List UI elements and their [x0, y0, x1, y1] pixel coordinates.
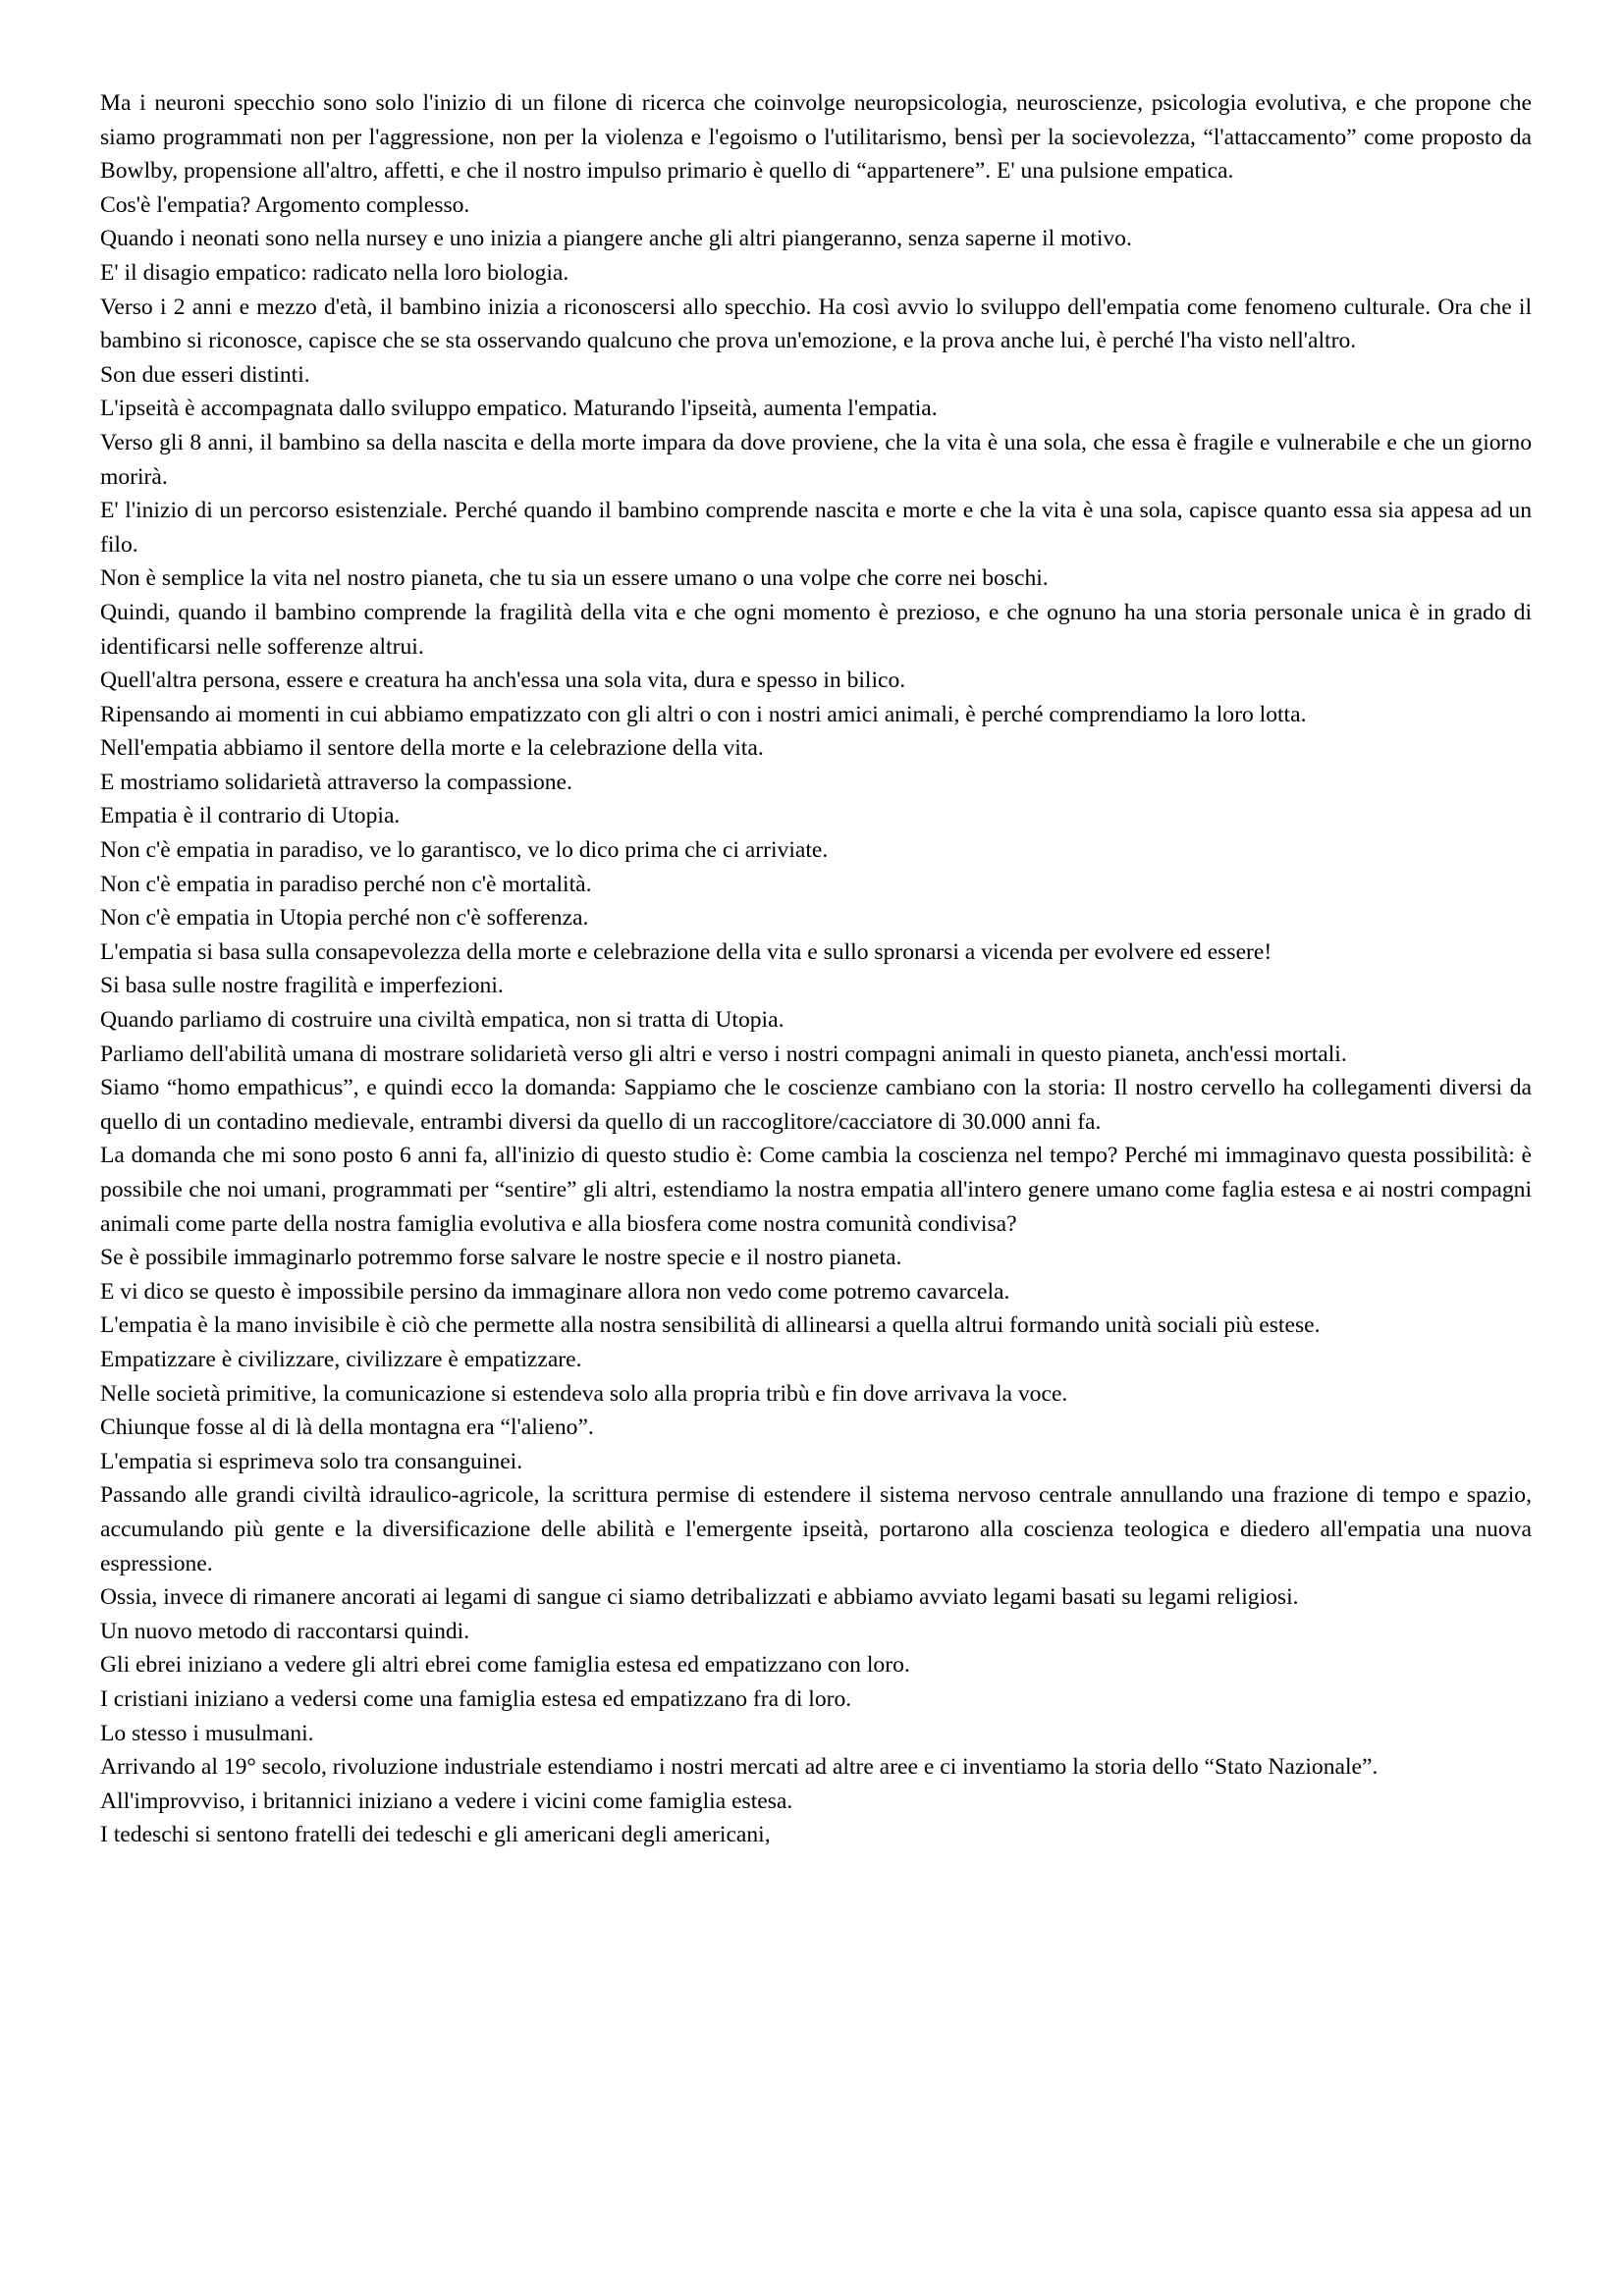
paragraph: E' il disagio empatico: radicato nella loro biologia. — [100, 259, 569, 286]
paragraph: Quando parliamo di costruire una civiltà empatica, non si tratta di Utopia. — [100, 1007, 784, 1034]
paragraph: Passando alle grandi civiltà idraulico-agricole, la scrittura permise di estendere il sistema nervoso centrale annullando una frazione di tempo e spazio, accumulando più gente e la diversificazione delle abilità e l'emergente ipseità, portarono alla coscienza teologica e diedero all'empatia una nuova espressione. — [100, 1482, 1532, 1576]
paragraph: Siamo “homo empathicus”, e quindi ecco la domanda: Sappiamo che le coscienze cambiano con la storia: Il nostro cervello ha collegamenti diversi da quello di un contadino medievale, entrambi diversi da quello di un raccoglitore/cacciatore di 30.000 anni fa. — [100, 1075, 1532, 1135]
paragraph: Son due esseri distinti. — [100, 361, 310, 388]
paragraph: L'empatia si esprimeva solo tra consanguinei. — [100, 1448, 523, 1474]
paragraph: Parliamo dell'abilità umana di mostrare solidarietà verso gli altri e verso i nostri compagni animali in questo pianeta, anch'essi mortali. — [100, 1041, 1347, 1067]
paragraph: Ripensando ai momenti in cui abbiamo empatizzato con gli altri o con i nostri amici animali, è perché comprendiamo la loro lotta. — [100, 701, 1307, 727]
paragraph: Nell'empatia abbiamo il sentore della morte e la celebrazione della vita. — [100, 735, 764, 762]
paragraph: I cristiani iniziano a vedersi come una famiglia estesa ed empatizzano fra di loro. — [100, 1685, 852, 1712]
paragraph: Quindi, quando il bambino comprende la fragilità della vita e che ogni momento è prezioso, e che ognuno ha una storia personale unica è in grado di identificarsi nelle sofferenze altrui. — [100, 599, 1532, 660]
paragraph: L'empatia è la mano invisibile è ciò che permette alla nostra sensibilità di allinearsi a quella altrui formando unità sociali più estese. — [100, 1312, 1321, 1339]
paragraph: Lo stesso i musulmani. — [100, 1720, 314, 1746]
paragraph: Chiunque fosse al di là della montagna era “l'alieno”. — [100, 1415, 594, 1441]
paragraph: Quell'altra persona, essere e creatura ha anch'essa una sola vita, dura e spesso in bilico. — [100, 667, 906, 694]
paragraph: E' l'inizio di un percorso esistenziale. Perché quando il bambino comprende nascita e morte e che la vita è una sola, capisce quanto essa sia appesa ad un filo. — [100, 498, 1532, 558]
paragraph: Se è possibile immaginarlo potremmo forse salvare le nostre specie e il nostro pianeta. — [100, 1245, 902, 1271]
paragraph: Cos'è l'empatia? Argomento complesso. — [100, 191, 470, 218]
paragraph: Empatia è il contrario di Utopia. — [100, 803, 401, 829]
paragraph: Non c'è empatia in paradiso perché non c'è mortalità. — [100, 871, 592, 897]
paragraph: L'ipseità è accompagnata dallo sviluppo empatico. Maturando l'ipseità, aumenta l'empatia. — [100, 396, 938, 422]
paragraph: E vi dico se questo è impossibile persino da immaginare allora non vedo come potremo cavarcela. — [100, 1278, 1010, 1305]
paragraph: Non c'è empatia in Utopia perché non c'è sofferenza. — [100, 905, 589, 932]
paragraph: Gli ebrei iniziano a vedere gli altri ebrei come famiglia estesa ed empatizzano con loro. — [100, 1652, 910, 1679]
paragraph: Non è semplice la vita nel nostro pianeta, che tu sia un essere umano o una volpe che corre nei boschi. — [100, 565, 1049, 592]
paragraph: La domanda che mi sono posto 6 anni fa, all'inizio di questo studio è: Come cambia la coscienza nel tempo? Perché mi immaginavo questa possibilità: è possibile che noi umani, programmati per “sentire” gli altri, estendiamo la nostra empatia all'intero genere umano come faglia estesa e ai nostri compagni animali come parte della nostra famiglia evolutiva e alla biosfera come nostra comunità condivisa? — [100, 1143, 1532, 1237]
paragraph: Arrivando al 19° secolo, rivoluzione industriale estendiamo i nostri mercati ad altre aree e ci inventiamo la storia dello “Stato Nazionale”. — [100, 1754, 1379, 1781]
paragraph: Quando i neonati sono nella nursey e uno inizia a piangere anche gli altri piangeranno, senza saperne il motivo. — [100, 226, 1132, 252]
paragraph: Nelle società primitive, la comunicazione si estendeva solo alla propria tribù e fin dove arrivava la voce. — [100, 1380, 1068, 1407]
paragraph: Ossia, invece di rimanere ancorati ai legami di sangue ci siamo detribalizzati e abbiamo avviato legami basati su legami religiosi. — [100, 1584, 1299, 1611]
paragraph: All'improvviso, i britannici iniziano a vedere i vicini come famiglia estesa. — [100, 1788, 793, 1814]
paragraph: Un nuovo metodo di raccontarsi quindi. — [100, 1618, 470, 1644]
document-body — [100, 86, 1532, 1852]
paragraph: Verso gli 8 anni, il bambino sa della nascita e della morte impara da dove proviene, che la vita è una sola, che essa è fragile e vulnerabile e che un giorno morirà. — [100, 429, 1532, 490]
paragraph: Non c'è empatia in paradiso, ve lo garantisco, ve lo dico prima che ci arriviate. — [100, 837, 829, 864]
paragraph: Si basa sulle nostre fragilità e imperfezioni. — [100, 973, 504, 999]
paragraph: E mostriamo solidarietà attraverso la compassione. — [100, 769, 572, 795]
paragraph: L'empatia si basa sulla consapevolezza della morte e celebrazione della vita e sullo spronarsi a vicenda per evolvere ed essere! — [100, 938, 1272, 965]
paragraph: Verso i 2 anni e mezzo d'età, il bambino inizia a riconoscersi allo specchio. Ha così avvio lo sviluppo dell'empatia come fenomeno culturale. Ora che il bambino si riconosce, capisce che se sta osservando qualcuno che prova un'emozione, e la prova anche lui, è perché l'ha visto nell'altro. — [100, 294, 1532, 354]
paragraph: I tedeschi si sentono fratelli dei tedeschi e gli americani degli americani, — [100, 1822, 771, 1848]
paragraph: Empatizzare è civilizzare, civilizzare è empatizzare. — [100, 1346, 582, 1372]
paragraph: Ma i neuroni specchio sono solo l'inizio di un filone di ricerca che coinvolge neuropsicologia, neuroscienze, psicologia evolutiva, e che propone che siamo programmati non per l'aggressione, non per la violenza e l'egoismo o l'utilitarismo, bensì per la socievolezza, “l'attaccamento” come proposto da Bowlby, propensione all'altro, affetti, e che il nostro impulso primario è quello di “appartenere”. E' una pulsione empatica. — [100, 90, 1532, 185]
